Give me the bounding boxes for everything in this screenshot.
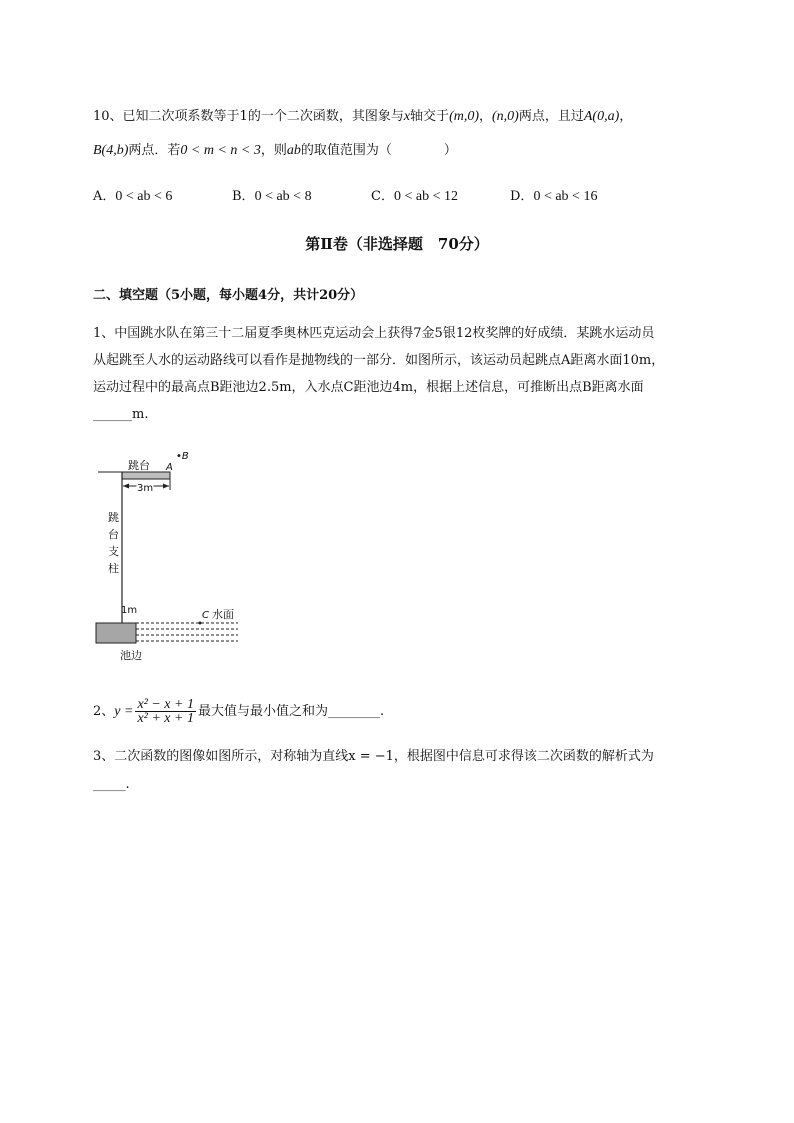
option-expr: 0 < ab < 12 xyxy=(393,189,458,204)
option-expr: 0 < ab < 6 xyxy=(115,189,173,204)
q3-line1: 3、二次函数的图像如图所示，对称轴为直线x = −1，根据图中信息可求得该二次函数的解析式为 xyxy=(93,749,654,764)
q1-line1: 1、中国跳水队在第三十二届夏季奥林匹克运动会上获得7金5银12枚奖牌的好成绩．某跳水运动员 xyxy=(93,326,655,341)
dimension-label: 3m xyxy=(137,483,154,494)
q2-line xyxy=(93,697,384,727)
platform-label: 跳台 xyxy=(128,459,150,472)
q10-text: ， xyxy=(479,109,493,124)
option-label: A． xyxy=(93,189,116,204)
pillar-char-2: 台 xyxy=(108,528,119,541)
q10-text: 两点，且过 xyxy=(518,109,584,124)
option-label: B． xyxy=(232,189,255,204)
pillar-char-4: 柱 xyxy=(108,562,119,575)
arrow-left-icon xyxy=(123,484,129,489)
q1-line3: 运动过程中的最高点B距池边2.5m，入水点C距池边4m，根据上述信息，可推断出点B距离水面 xyxy=(93,380,644,395)
pool-label: 池边 xyxy=(120,649,142,662)
q10-text: ，则 xyxy=(260,143,287,158)
q10-text: 两点．若 xyxy=(128,143,181,158)
point-a-label: A xyxy=(166,462,173,473)
q2-y: y = xyxy=(114,704,134,719)
q10-condition: 0 < m < n < 3 xyxy=(180,143,261,158)
q10-option-c[interactable] xyxy=(371,185,458,205)
q10-point-m: (m,0) xyxy=(449,109,479,124)
arrow-right-icon xyxy=(163,484,169,489)
option-label: C． xyxy=(371,189,394,204)
diving-figure xyxy=(92,445,252,665)
platform-board xyxy=(122,472,170,479)
q10-var-ab: ab xyxy=(286,143,301,158)
point-c-dot xyxy=(199,622,202,625)
q1-line4: ______m. xyxy=(93,407,149,422)
part-heading: 二、填空题（5小题，每小题4分，共计20分） xyxy=(93,288,364,303)
water-label: 水面 xyxy=(212,608,234,621)
q10-option-b[interactable] xyxy=(232,185,312,205)
q10-point-n: (n,0) xyxy=(492,109,519,124)
section-title: 第Ⅱ卷（非选择题 70分） xyxy=(305,235,489,253)
height-label: 1m xyxy=(121,605,138,616)
q10-option-a[interactable] xyxy=(93,185,172,205)
q1-line2: 从起跳至人水的运动路线可以看作是抛物线的一部分．如图所示，该运动员起跳点A距离水面10m， xyxy=(93,353,665,368)
q10-text: 轴交于 xyxy=(410,109,450,124)
q10-text: 10、已知二次项系数等于1的一个二次函数，其图象与 xyxy=(93,109,404,124)
q10-text: ， xyxy=(619,109,633,124)
pillar-char-3: 支 xyxy=(108,545,119,558)
option-expr: 0 < ab < 8 xyxy=(254,189,312,204)
q10-line2 xyxy=(93,142,457,160)
q10-line1 xyxy=(93,108,632,126)
option-expr: 0 < ab < 16 xyxy=(533,189,598,204)
point-c-label: C xyxy=(202,610,209,621)
option-label: D． xyxy=(510,189,534,204)
q2-suffix: 最大值与最小值之和为________. xyxy=(197,704,385,719)
q2-fraction xyxy=(135,698,196,725)
q10-option-d[interactable] xyxy=(510,185,597,205)
pillar-char-1: 跳 xyxy=(108,511,119,524)
point-b-label: •B xyxy=(176,451,189,462)
q3-line2: _____. xyxy=(93,777,130,792)
q2-prefix: 2、 xyxy=(93,704,115,719)
q10-point-A: A(0,a) xyxy=(583,109,620,124)
q10-point-B: B(4,b) xyxy=(93,143,129,158)
q2-denominator: x² + x + 1 xyxy=(137,711,194,726)
pool-edge-block xyxy=(96,623,136,643)
q10-text: 的取值范围为（ ） xyxy=(300,143,457,158)
q2-numerator: x² − x + 1 xyxy=(137,697,194,712)
q10-var-x: x xyxy=(403,109,411,124)
